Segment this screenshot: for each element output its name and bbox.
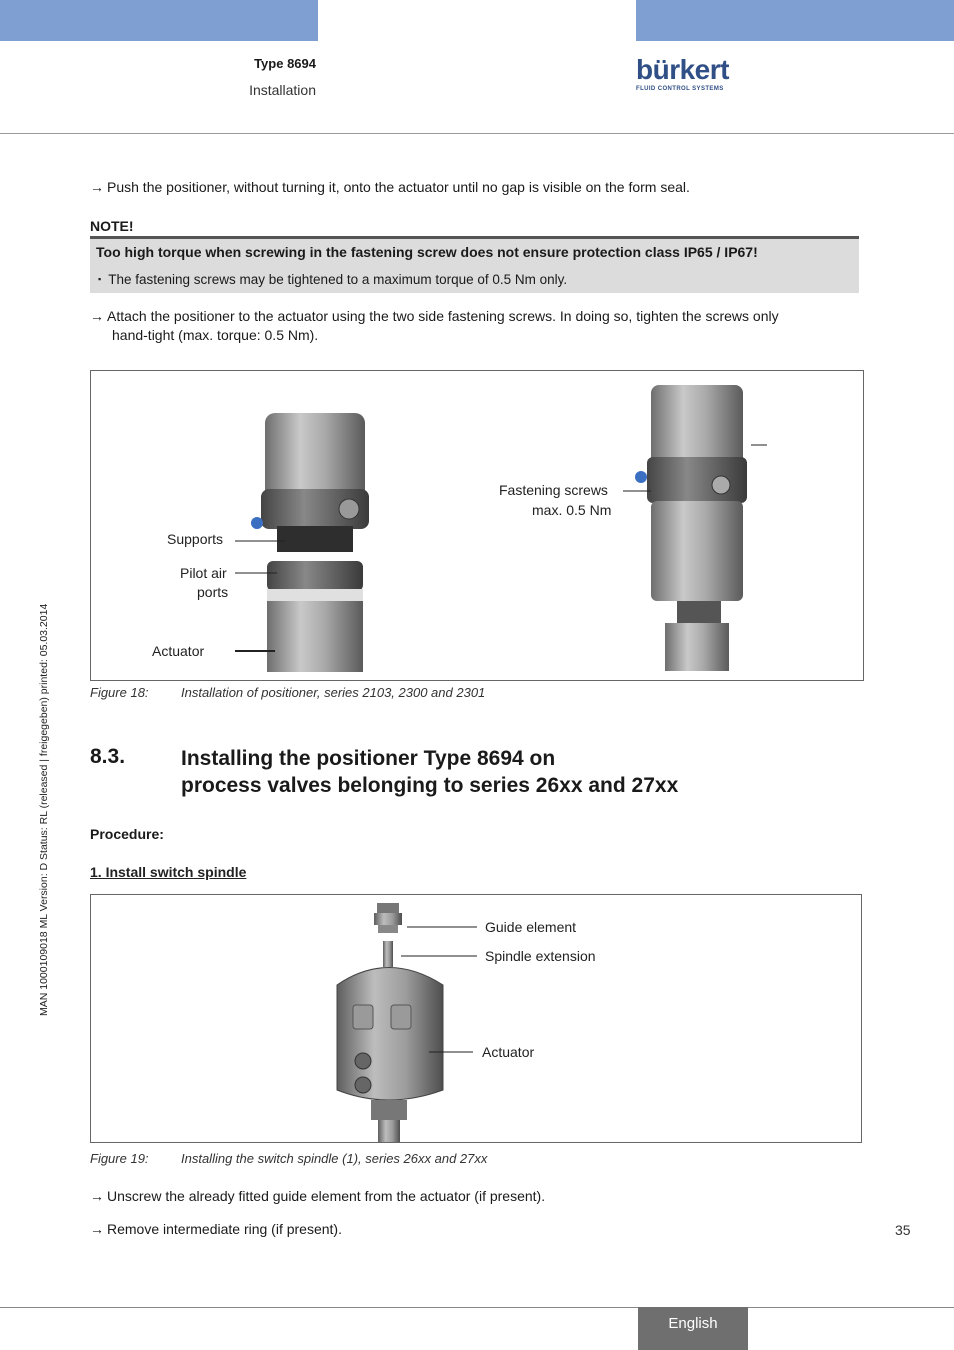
label-fastening-2: max. 0.5 Nm — [532, 502, 612, 518]
note-item — [98, 272, 567, 287]
step-push-text: Push the positioner, without turning it, onto the actuator until no gap is visible on the form seal. — [107, 179, 690, 195]
label-pilot-air-1: Pilot air — [180, 565, 227, 581]
arrow-icon: → — [90, 1221, 104, 1237]
figure-18-frame — [90, 370, 864, 681]
step-remove — [90, 1220, 342, 1239]
figure-19-caption-text: Installing the switch spindle (1), series 26xx and 27xx — [181, 1151, 488, 1166]
label-supports: Supports — [167, 531, 224, 547]
guide-element-part — [374, 903, 402, 933]
bullet-icon: ▪ — [98, 274, 102, 284]
section-title — [181, 745, 678, 799]
figure-19-frame — [90, 894, 862, 1143]
doc-section: Installation — [249, 82, 316, 98]
header-bar-right — [636, 0, 954, 41]
arrow-icon: → — [90, 1188, 104, 1204]
procedure-label: Procedure: — [90, 826, 164, 842]
footer-divider — [0, 1307, 954, 1308]
positioner-illustration — [91, 371, 863, 680]
burkert-logo — [636, 56, 736, 96]
step-push — [90, 178, 690, 197]
section-title-line2: process valves belonging to series 26xx and 27xx — [181, 774, 679, 797]
logo-word: bürkert — [636, 54, 729, 85]
figure-18-caption — [0, 685, 954, 703]
figure-18-caption-text: Installation of positioner, series 2103, 2300 and 2301 — [181, 685, 486, 700]
header-divider — [0, 133, 954, 134]
actuator-body — [337, 968, 443, 1143]
arrow-icon: → — [90, 179, 104, 195]
language-tab: English — [638, 1307, 748, 1350]
figure-18-caption-label: Figure 18: — [90, 685, 149, 700]
spindle-part — [383, 941, 393, 967]
document-side-note: MAN 1000109018 ML Version: D Status: RL (released | freigegeben) printed: 05.03.2014 — [38, 603, 50, 1016]
note-heading: Too high torque when screwing in the fastening screw does not ensure protection class IP65 / IP67! — [96, 244, 758, 260]
actuator-illustration — [91, 895, 861, 1142]
left-positioner — [251, 413, 369, 672]
step-1-heading: 1. Install switch spindle — [90, 864, 247, 880]
figure-19-caption-label: Figure 19: — [90, 1151, 149, 1166]
logo-tagline: FLUID CONTROL SYSTEMS — [636, 86, 724, 92]
section-number: 8.3. — [90, 745, 126, 768]
note-item-text: The fastening screws may be tightened to a maximum torque of 0.5 Nm only. — [108, 272, 568, 287]
label-spindle-extension: Spindle extension — [485, 948, 596, 964]
label-fastening-1: Fastening screws — [499, 482, 608, 498]
step-attach-line2: hand-tight (max. torque: 0.5 Nm). — [112, 327, 319, 343]
label-actuator-2: Actuator — [482, 1044, 535, 1060]
section-title-line1: Installing the positioner Type 8694 on — [181, 747, 556, 770]
figure-19-caption — [0, 1151, 954, 1169]
page-number: 35 — [895, 1222, 911, 1238]
step-unscrew-text: Unscrew the already fitted guide element from the actuator (if present). — [107, 1188, 546, 1204]
note-label: NOTE! — [90, 218, 134, 234]
right-positioner — [635, 385, 747, 671]
label-pilot-air-2: ports — [197, 584, 229, 600]
step-remove-text: Remove intermediate ring (if present). — [107, 1221, 342, 1237]
doc-type: Type 8694 — [254, 56, 316, 71]
header-bar-left — [0, 0, 318, 41]
label-actuator: Actuator — [152, 643, 205, 659]
label-guide-element: Guide element — [485, 919, 577, 935]
note-box — [90, 236, 859, 293]
step-unscrew — [90, 1187, 545, 1206]
step-attach — [90, 307, 779, 345]
step-attach-line1: Attach the positioner to the actuator using the two side fastening screws. In doing so, tighten the screws only — [107, 308, 779, 324]
arrow-icon: → — [90, 308, 104, 324]
